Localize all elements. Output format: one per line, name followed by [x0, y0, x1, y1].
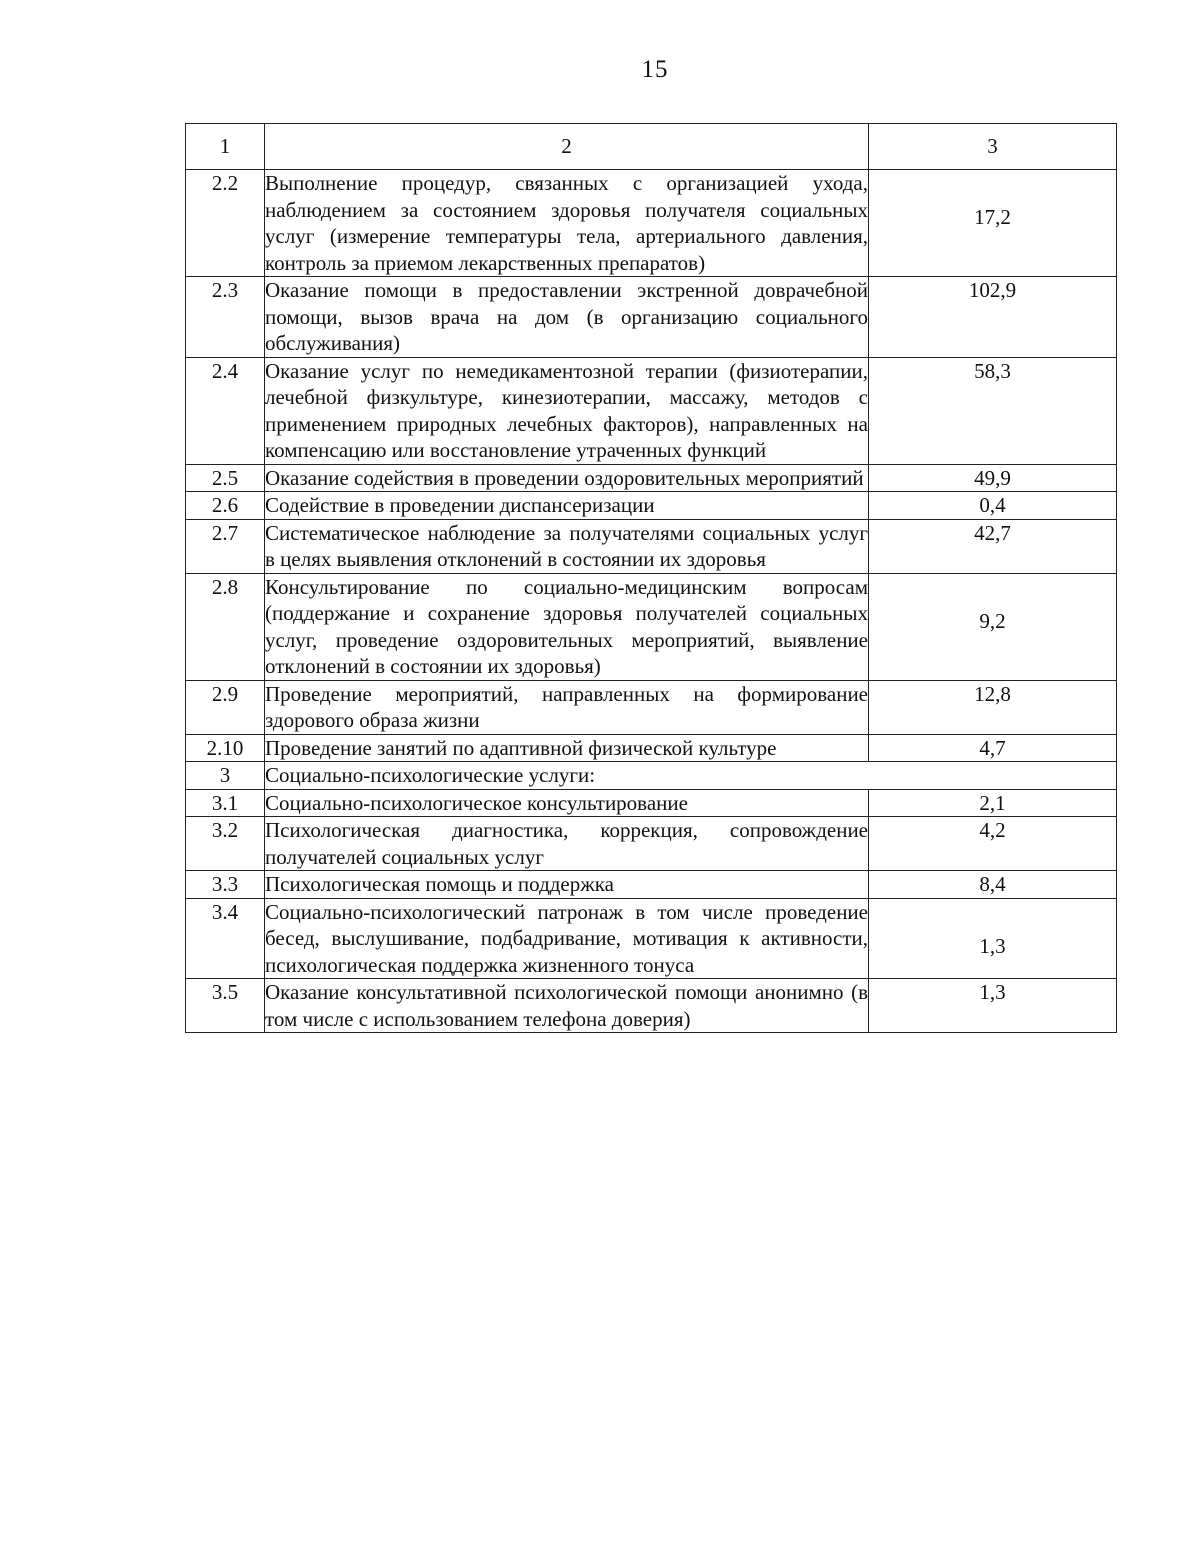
- header-col-3: 3: [869, 124, 1117, 170]
- row-number: 3.1: [186, 789, 265, 817]
- table-row: [186, 734, 1117, 762]
- row-number: 3.5: [186, 979, 265, 1033]
- row-description: Социально-психологическое консультирование: [265, 789, 869, 817]
- section-number: 3: [186, 762, 265, 790]
- row-number: 2.7: [186, 519, 265, 573]
- row-number: 2.3: [186, 277, 265, 358]
- table-row: [186, 680, 1117, 734]
- row-number: 3.3: [186, 871, 265, 899]
- table-row: [186, 898, 1117, 979]
- row-description: Проведение мероприятий, направленных на формирование здорового образа жизни: [265, 681, 868, 732]
- table-row: [186, 979, 1117, 1033]
- table-row: [186, 492, 1117, 520]
- row-description: Оказание помощи в предоставлении экстренной доврачебной помощи, вызов врача на дом (в организацию социального обслуживания): [265, 278, 868, 355]
- row-value: 9,2: [869, 573, 1117, 680]
- table-row: [186, 464, 1117, 492]
- row-value: 4,2: [869, 817, 1117, 871]
- row-value: 4,7: [869, 734, 1117, 762]
- row-description: Психологическая помощь и поддержка: [265, 871, 869, 899]
- row-description: Проведение занятий по адаптивной физической культуре: [265, 734, 869, 762]
- table-row: [186, 277, 1117, 358]
- page-number: 15: [641, 56, 669, 83]
- section-row: [186, 762, 1117, 790]
- row-number: 3.4: [186, 898, 265, 979]
- table-row: [186, 170, 1117, 277]
- row-value: 2,1: [869, 789, 1117, 817]
- row-value: 102,9: [869, 277, 1117, 358]
- table-row: [186, 357, 1117, 464]
- row-description: Оказание содействия в проведении оздоровительных мероприятий: [265, 464, 869, 492]
- row-value: 8,4: [869, 871, 1117, 899]
- header-col-2: 2: [265, 124, 869, 170]
- row-description: Оказание консультативной психологической помощи анонимно (в том числе с использованием телефона доверия): [265, 980, 868, 1031]
- row-description: Консультирование по социально-медицинским вопросам (поддержание и сохранение здоровья получателей социальных услуг, проведение оздоровительных мероприятий, выявление отклонений в состоянии их здоровья): [265, 574, 868, 678]
- row-number: 2.9: [186, 680, 265, 734]
- row-value: 58,3: [869, 357, 1117, 464]
- table-row: [186, 817, 1117, 871]
- row-description: Содействие в проведении диспансеризации: [265, 492, 869, 520]
- row-number: 3.2: [186, 817, 265, 871]
- row-number: 2.2: [186, 170, 265, 277]
- row-description: Психологическая диагностика, коррекция, сопровождение получателей социальных услуг: [265, 818, 868, 869]
- services-table: [185, 123, 1117, 1033]
- table-row: [186, 519, 1117, 573]
- row-number: 2.4: [186, 357, 265, 464]
- row-value: 49,9: [869, 464, 1117, 492]
- table-row: [186, 789, 1117, 817]
- row-value: 1,3: [869, 898, 1117, 979]
- table-row: [186, 573, 1117, 680]
- row-value: 42,7: [869, 519, 1117, 573]
- row-value: 12,8: [869, 680, 1117, 734]
- row-description: Систематическое наблюдение за получателями социальных услуг в целях выявления отклонений в состоянии их здоровья: [265, 520, 868, 571]
- row-value: 17,2: [869, 170, 1117, 277]
- header-col-1: 1: [186, 124, 265, 170]
- table-header-row: [186, 124, 1117, 170]
- row-number: 2.10: [186, 734, 265, 762]
- table-row: [186, 871, 1117, 899]
- row-description: Социально-психологический патронаж в том числе проведение бесед, выслушивание, подбадривание, мотивация к активности, психологическая поддержка жизненного тонуса: [265, 899, 868, 977]
- row-number: 2.6: [186, 492, 265, 520]
- row-number: 2.8: [186, 573, 265, 680]
- row-value: 0,4: [869, 492, 1117, 520]
- row-description: Оказание услуг по немедикаментозной терапии (физиотерапии, лечебной физкультуре, кинезиотерапии, массажу, методов с применением природных лечебных факторов), направленных на компенсацию или восстановление утраченных функций: [265, 358, 868, 462]
- row-value: 1,3: [869, 979, 1117, 1033]
- row-description: Выполнение процедур, связанных с организацией ухода, наблюдением за состоянием здоровья получателя социальных услуг (измерение температуры тела, артериального давления, контроль за приемом лекарственных препаратов): [265, 171, 868, 275]
- section-title: Социально-психологические услуги:: [265, 762, 1117, 790]
- row-number: 2.5: [186, 464, 265, 492]
